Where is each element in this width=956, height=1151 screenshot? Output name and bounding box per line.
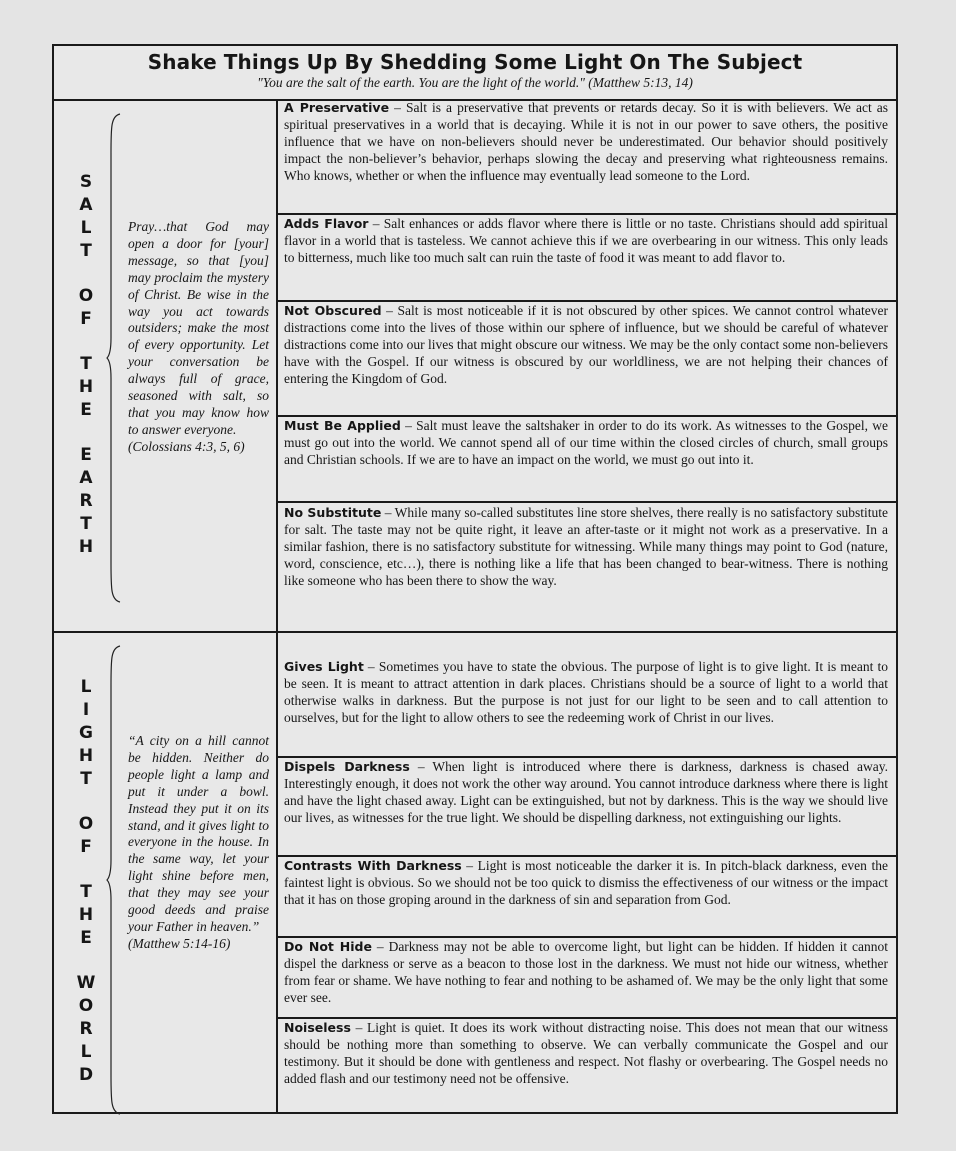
salt-item-preservative <box>276 99 896 215</box>
item-description: – When light is introduced where there is darkness, darkness is chased away. Interestingly enough, it does not work the other way around. You cannot introduce darkness where there is light and have the light chased away. Light can be extinguished, but not by darkness. This is the way we should live our lives, as witnesses for the true light. We should be dispelling darkness, not extinguishing our lights. <box>284 759 888 825</box>
page-subtitle: "You are the salt of the earth. You are the light of the world." (Matthew 5:13, 14) <box>257 75 693 90</box>
light-quote-reference: (Matthew 5:14-16) <box>128 935 231 951</box>
light-section <box>54 631 896 1112</box>
light-title-letter: L <box>80 1042 92 1062</box>
item-term: Do Not Hide <box>284 939 372 954</box>
item-description: – Salt must leave the saltshaker in order to do its work. As witnesses to the Gospel, we must go out into the world. We cannot spend all of our time within the closed circles of church, small groups and Christian schools. If we are to have an impact on the world, we must go out into it. <box>284 418 888 467</box>
salt-item-no-substitute <box>276 503 896 631</box>
salt-title-letter: L <box>80 218 92 238</box>
light-title-letter: O <box>78 996 94 1016</box>
light-vertical-title <box>76 679 96 1090</box>
item-term: Dispels Darkness <box>284 759 410 774</box>
light-item-contrasts-with-darkness <box>276 857 896 938</box>
light-title-gap <box>76 862 96 884</box>
item-term: Adds Flavor <box>284 216 369 231</box>
light-brace-icon <box>106 645 122 1115</box>
light-title-letter: R <box>79 1019 93 1039</box>
light-scripture-quote <box>128 733 269 953</box>
salt-vertical-title <box>76 174 96 562</box>
salt-title-letter: F <box>80 309 92 329</box>
salt-title-letter: T <box>80 241 92 261</box>
salt-title-letter: O <box>78 286 94 306</box>
item-description: – Light is quiet. It does its work without distracting noise. This does not mean that our witness should be nothing more than something to observe. We can verbally communicate the Gospel and our testimony. But it should be done with gentleness and respect. Not flashy or overbearing. The Gospel needs no added flash and our testimony need not be offensive. <box>284 1020 888 1086</box>
light-item-gives-light <box>276 631 896 758</box>
salt-title-letter: R <box>79 491 93 511</box>
light-title-letter: O <box>78 814 94 834</box>
light-title-letter: G <box>79 723 93 743</box>
salt-item-adds-flavor <box>276 215 896 302</box>
light-items <box>276 631 896 1112</box>
salt-title-letter: T <box>80 354 92 374</box>
salt-scripture-quote <box>128 219 269 456</box>
salt-title-letter: A <box>79 195 93 215</box>
header <box>54 46 896 101</box>
salt-title-letter: S <box>79 172 93 192</box>
salt-item-not-obscured <box>276 302 896 417</box>
light-title-letter: T <box>80 769 92 789</box>
item-term: Gives Light <box>284 659 364 674</box>
light-title-letter: T <box>80 882 92 902</box>
salt-quote-reference: (Colossians 4:3, 5, 6) <box>128 438 245 454</box>
salt-title-gap <box>76 334 96 356</box>
light-title-letter: W <box>76 973 96 993</box>
item-term: Not Obscured <box>284 303 382 318</box>
light-title-letter: H <box>78 746 94 766</box>
page-title: Shake Things Up By Shedding Some Light On The Subject <box>147 50 803 74</box>
light-item-do-not-hide <box>276 938 896 1019</box>
salt-title-letter: H <box>78 537 94 557</box>
item-description: – While many so-called substitutes line store shelves, there really is no satisfactory substitute for salt. The taste may not be quite right, it leave an after-taste or it might not work as a preservative. In a similar fashion, there is no satisfactory substitute for witnessing. While many things may point to God (nature, word, conscience, etc…), there is nothing like a life that has been changed to bear-witness. There is nothing like someone who has been there to show the way. <box>284 505 888 588</box>
light-left-column <box>54 631 278 1112</box>
salt-quote-text: Pray…that God may open a door for [your] message, so that [you] may proclaim the mystery of Christ. Be wise in the way you act towards outsiders; make the most of every opportunity. Let your conversation be always full of grace, seasoned with salt, so that you may know how to answer everyone. <box>128 219 269 437</box>
item-description: – Sometimes you have to state the obvious. The purpose of light is to give light. It is meant to be seen. It is meant to attract attention in dark places. Christians should be a source of light to a world that otherwise walks in darkness. But the purpose is not just for our light to be seen and to call attention to ourselves, but for the light to allow others to see the redeeming work of Christ in our lives. <box>284 659 888 725</box>
item-description: – Darkness may not be able to overcome light, but light can be hidden. If hidden it cannot dispel the darkness or serve as a beacon to those lost in the darkness. We must not hide our witness, whether from fear or shame. We have nothing to fear and nothing to be ashamed of. We may be the only light that some ever see. <box>284 939 888 1005</box>
light-item-noiseless <box>276 1019 896 1112</box>
salt-title-letter: T <box>80 514 92 534</box>
salt-brace-icon <box>106 113 122 603</box>
worksheet <box>52 44 898 1114</box>
light-title-letter: F <box>80 837 92 857</box>
item-description: – Light is most noticeable the darker it is. In pitch-black darkness, even the faintest light is obvious. So we should not be too quick to dismiss the effectiveness of our witness or the impact that it has on those groping around in the darkness of sin and separation from God. <box>284 858 888 907</box>
light-title-letter: D <box>78 1065 94 1085</box>
item-description: – Salt is a preservative that prevents or retards decay. So it is with believers. We act as spiritual preservatives in a world that is decaying. While it is not in our power to save others, the positive influence that we have on non-believers should never be underestimated. Our behavior should positively impact the non-believer’s behavior, perhaps slowing the decay and preserving what righteousness remains. Who knows, whether or when the influence may eventually lead someone to the Lord. <box>284 100 888 183</box>
salt-title-letter: A <box>79 468 93 488</box>
salt-left-column <box>54 99 278 631</box>
salt-section <box>54 99 896 633</box>
salt-items <box>276 99 896 631</box>
light-title-gap <box>76 953 96 975</box>
salt-title-letter: E <box>80 400 92 420</box>
item-description: – Salt enhances or adds flavor where there is little or no taste. Christians should add spiritual flavor in a world that is tasteless. We cannot achieve this if we are overbearing in our witness. This only leads to bitterness, much like too much salt can ruin the taste of food it was meant to add flavor to. <box>284 216 888 265</box>
light-title-letter: E <box>80 928 92 948</box>
light-item-dispels-darkness <box>276 758 896 857</box>
light-title-letter: I <box>82 700 90 720</box>
item-term: Noiseless <box>284 1020 351 1035</box>
item-term: Must Be Applied <box>284 418 401 433</box>
salt-title-letter: E <box>80 445 92 465</box>
salt-title-gap <box>76 425 96 447</box>
light-title-gap <box>76 794 96 816</box>
light-title-letter: L <box>80 677 92 697</box>
salt-item-must-be-applied <box>276 417 896 503</box>
item-term: Contrasts With Darkness <box>284 858 462 873</box>
light-quote-text: “A city on a hill cannot be hidden. Neither do people light a lamp and put it under a bowl. Instead they put it on its stand, and it gives light to everyone in the house. In the same way, let your light shine before men, that they may see your good deeds and praise your Father in heaven.” <box>128 733 269 934</box>
item-description: – Salt is most noticeable if it is not obscured by other spices. We cannot control whatever distractions come into the lives of those within our sphere of influence, but we should be careful of whatever distractions come into our lives that might obscure our witness. We may be the only contact some non-believers have with the Gospel. If our witness is obscured by our worldliness, we are not helping their chances of entering the Kingdom of God. <box>284 303 888 386</box>
item-term: A Preservative <box>284 100 390 115</box>
salt-title-letter: H <box>78 377 94 397</box>
light-title-letter: H <box>78 905 94 925</box>
salt-title-gap <box>76 266 96 288</box>
item-term: No Substitute <box>284 505 382 520</box>
